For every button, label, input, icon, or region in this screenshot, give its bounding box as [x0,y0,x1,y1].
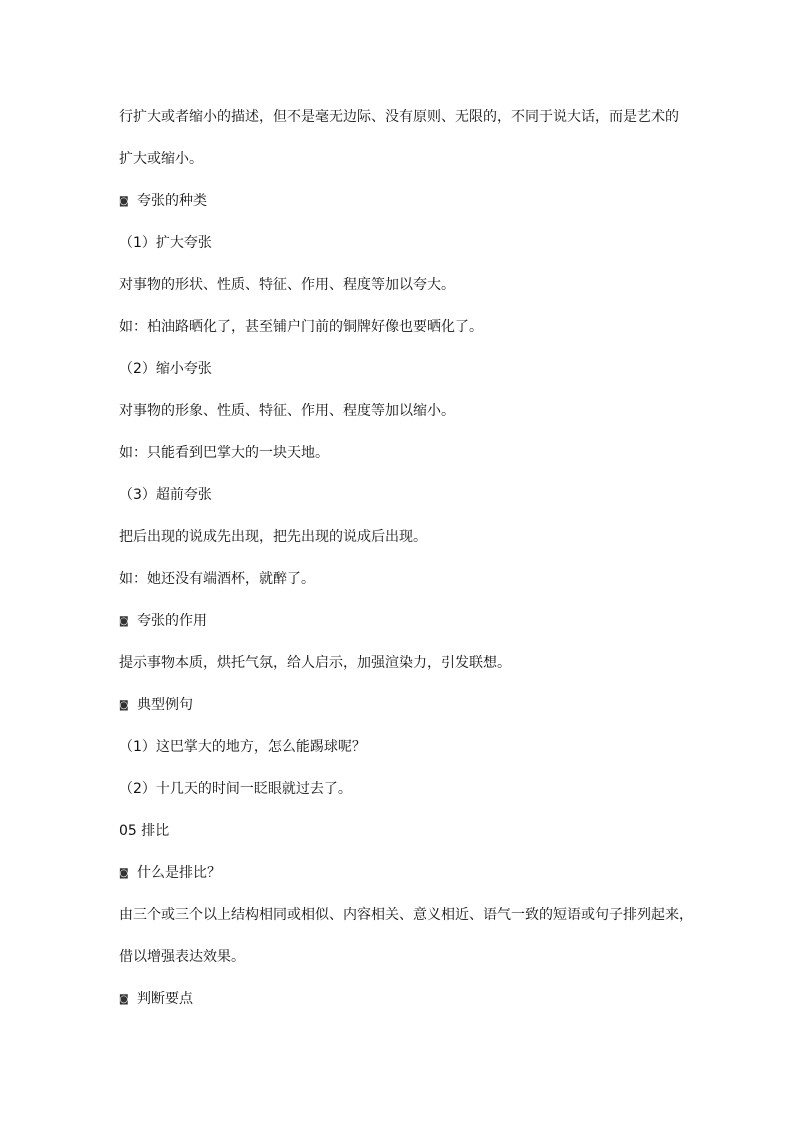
section-heading [119,612,207,631]
line-text: 把后出现的说成先出现，把先出现的说成后出现。 [119,529,427,545]
line-text: 如：只能看到巴掌大的一块天地。 [119,445,329,461]
example-line [119,570,315,588]
text-line [119,150,203,168]
bullet-icon: ◙ [119,868,129,879]
example-line [119,318,483,336]
example-line [119,780,352,798]
line-text: （3）超前夸张 [119,487,212,503]
line-text: （2）十几天的时间一眨眼就过去了。 [119,781,352,797]
section-heading [119,696,193,715]
bullet-icon: ◙ [119,700,129,711]
line-text: 扩大或缩小。 [119,151,203,167]
subsection-heading [119,486,212,504]
line-text: 如：柏油路晒化了，甚至铺户门前的铜牌好像也要晒化了。 [119,319,483,335]
line-text: 提示事物本质，烘托气氛，给人启示，加强渲染力，引发联想。 [119,655,511,671]
chapter-heading [119,822,169,840]
text-line [119,906,693,924]
text-line [119,402,455,420]
line-text: 夸张的种类 [137,193,207,209]
text-line [119,528,427,546]
text-line [119,948,245,966]
line-text: （2）缩小夸张 [119,361,212,377]
line-text: 行扩大或者缩小的描述，但不是毫无边际、没有原则、无限的，不同于说大话，而是艺术的 [119,109,679,125]
section-heading [119,990,193,1009]
bullet-icon: ◙ [119,994,129,1005]
line-text: 由三个或三个以上结构相同或相似、内容相关、意义相近、语气一致的短语或句子排列起来， [119,907,693,923]
section-heading [119,864,221,883]
text-line [119,276,455,294]
text-line [119,108,679,126]
bullet-icon: ◙ [119,196,129,207]
line-text: 什么是排比？ [137,865,221,881]
line-text: 对事物的形状、性质、特征、作用、程度等加以夸大。 [119,277,455,293]
subsection-heading [119,360,212,378]
line-text: 借以增强表达效果。 [119,949,245,965]
text-line [119,654,511,672]
bullet-icon: ◙ [119,616,129,627]
line-text: 如：她还没有端酒杯，就醉了。 [119,571,315,587]
line-text: 对事物的形象、性质、特征、作用、程度等加以缩小。 [119,403,455,419]
line-text: 典型例句 [137,697,193,713]
example-line [119,444,329,462]
subsection-heading [119,234,212,252]
example-line [119,738,366,756]
line-text: 夸张的作用 [137,613,207,629]
line-text: （1）这巴掌大的地方，怎么能踢球呢？ [119,739,366,755]
line-text: （1）扩大夸张 [119,235,212,251]
section-heading [119,192,207,211]
line-text: 05 排比 [119,823,170,839]
line-text: 判断要点 [137,991,193,1007]
